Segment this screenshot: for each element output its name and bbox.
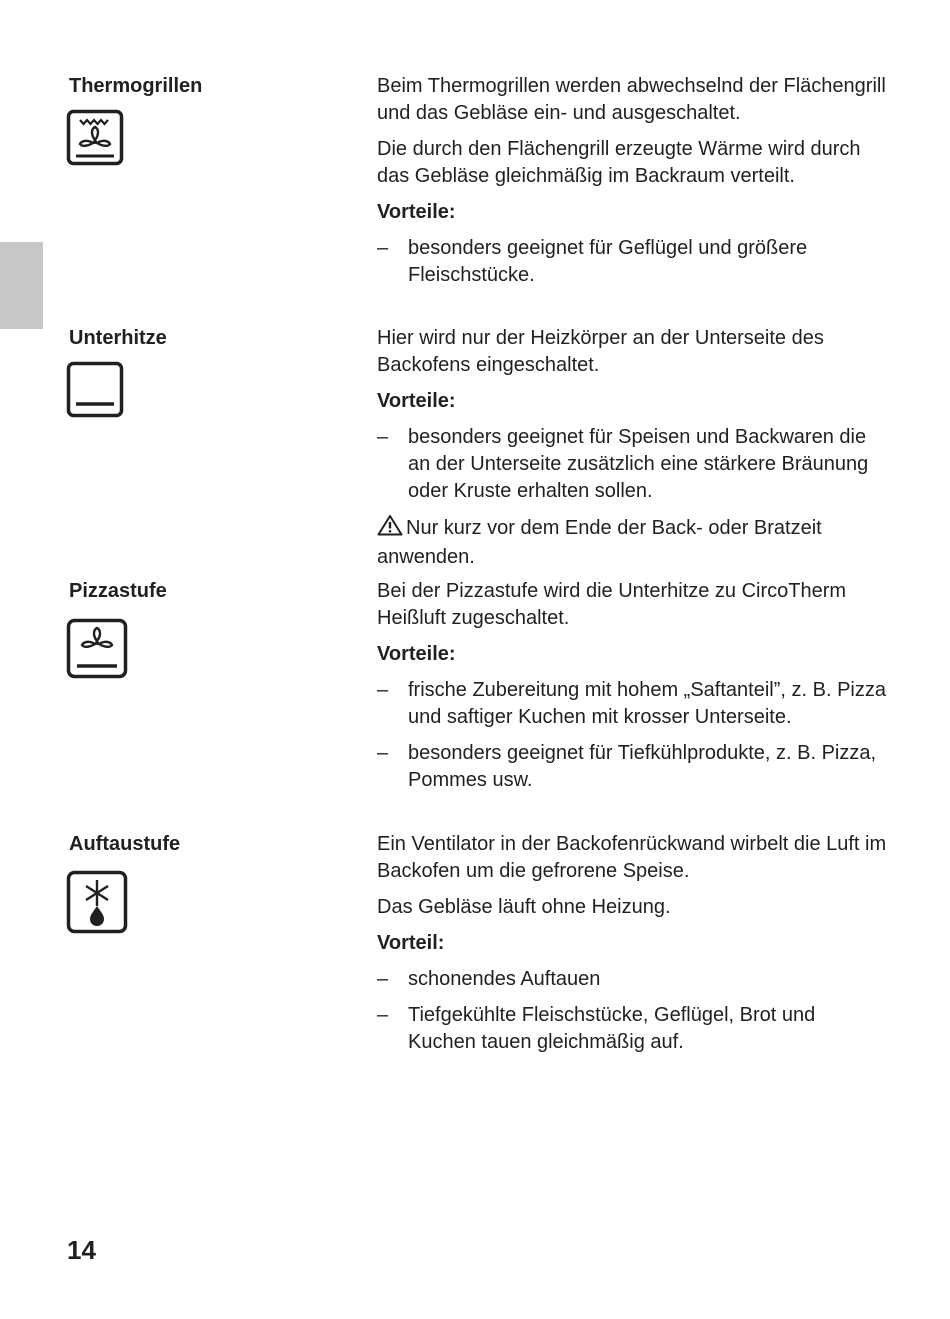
section-heading: Pizzastufe <box>69 580 167 602</box>
list-item <box>377 1002 887 1056</box>
bottom-heat-icon <box>66 361 126 419</box>
advantages-label: Vorteil: <box>377 932 445 954</box>
bullet-dash: – <box>377 742 389 764</box>
list-item-text: frische Zubereitung mit hohem „Saftanteil”, z. B. Pizza und saftiger Kuchen mit krosser Unterseite. <box>408 679 886 728</box>
paragraph: Beim Thermogrillen werden abwechselnd der Flächengrill und das Gebläse ein- und ausgeschaltet. <box>377 75 886 124</box>
defrost-icon <box>66 870 126 928</box>
paragraph: Bei der Pizzastufe wird die Unterhitze zu CircoTherm Heißluft zugeschaltet. <box>377 580 847 629</box>
advantages-label: Vorteile: <box>377 643 456 665</box>
bullet-dash: – <box>377 679 389 701</box>
section-heading: Auftaustufe <box>69 833 181 855</box>
warning-triangle-icon <box>377 514 403 544</box>
warning-note <box>377 514 887 571</box>
advantages-label: Vorteile: <box>377 390 456 412</box>
list-item-text: besonders geeignet für Speisen und Backwaren die an der Unterseite zusätzlich eine stärkere Bräunung oder Kruste erhalten sollen. <box>408 426 869 502</box>
list-item-text: Tiefgekühlte Fleischstücke, Geflügel, Brot und Kuchen tauen gleichmäßig auf. <box>408 1004 816 1053</box>
list-item-text: schonendes Auftauen <box>408 968 601 990</box>
bullet-dash: – <box>377 426 389 448</box>
list-item <box>377 424 887 505</box>
advantages-label: Vorteile: <box>377 201 456 223</box>
bullet-dash: – <box>377 1004 389 1026</box>
warning-text: Nur kurz vor dem Ende der Back- oder Bratzeit anwenden. <box>377 517 822 568</box>
paragraph: Hier wird nur der Heizkörper an der Unterseite des Backofens eingeschaltet. <box>377 327 824 376</box>
list-item <box>377 235 887 289</box>
section-heading: Thermogrillen <box>69 75 203 97</box>
thermogrill-icon <box>66 109 126 167</box>
list-item-text: besonders geeignet für Geflügel und größere Fleischstücke. <box>408 237 808 286</box>
section-body <box>377 831 887 1065</box>
section-heading: Unterhitze <box>69 327 167 349</box>
bullet-dash: – <box>377 237 389 259</box>
bullet-dash: – <box>377 968 389 990</box>
paragraph: Ein Ventilator in der Backofenrückwand wirbelt die Luft im Backofen um die gefrorene Speise. <box>377 833 887 882</box>
side-tab-marker <box>0 242 43 329</box>
list-item <box>377 966 887 993</box>
section-body <box>377 73 887 298</box>
list-item <box>377 740 887 794</box>
section-body <box>377 325 887 580</box>
pizza-setting-icon <box>66 618 126 676</box>
paragraph: Die durch den Flächengrill erzeugte Wärme wird durch das Gebläse gleichmäßig im Backraum verteilt. <box>377 138 861 187</box>
list-item <box>377 677 887 731</box>
section-body <box>377 578 887 803</box>
page-number: 14 <box>67 1235 96 1265</box>
list-item-text: besonders geeignet für Tiefkühlprodukte, z. B. Pizza, Pommes usw. <box>408 742 877 791</box>
paragraph: Das Gebläse läuft ohne Heizung. <box>377 896 671 918</box>
